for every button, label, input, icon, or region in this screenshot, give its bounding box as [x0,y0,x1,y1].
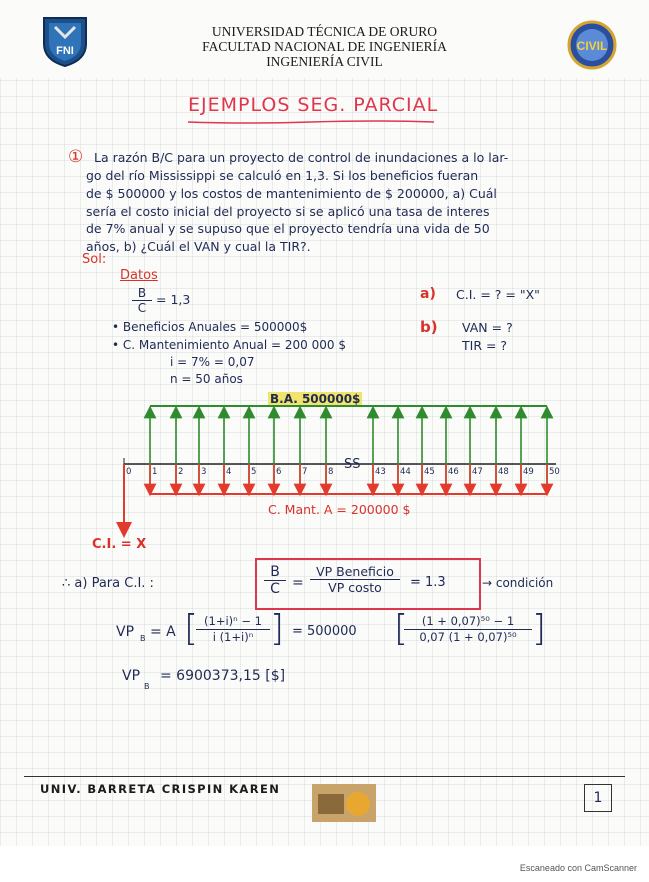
civil-logo [566,20,618,70]
bracket-close-2: ] [532,608,547,649]
bc-fraction [132,286,152,315]
vp-num: VP Beneficio [310,564,400,580]
equals-1: = [292,575,304,591]
tick-8: 8 [328,467,334,477]
vpb-sub: B [140,634,146,643]
cash-flow-diagram [110,402,570,542]
vpb-numeric-factor [404,614,532,644]
tick-0: 0 [126,467,132,477]
bracket-open-1: [ [184,608,199,649]
bc-value: = 1,3 [156,292,191,307]
civil-logo-text: CIVIL [576,39,608,53]
tick-break: SS [344,457,361,472]
tick-46: 46 [448,467,459,477]
page-number: 1 [584,784,612,812]
problem-line-3: de $ 500000 y los costos de mantenimiento de $ 200000, a) Cuál [86,186,497,201]
datos-label: Datos [120,268,158,283]
mant-label: C. Mant. A = 200000 $ [268,502,411,517]
ci-label: C.I. = X [92,537,147,552]
title-underline [186,119,436,125]
header-line-3: INGENIERÍA CIVIL [266,54,383,69]
tick-4: 4 [226,467,232,477]
page-title: EJEMPLOS SEG. PARCIAL [188,94,439,116]
problem-line-2: go del río Mississippi se calculó en 1,3. Si los beneficios fueran [86,168,479,183]
bracket-open-2: [ [394,608,409,649]
part-a-label: a) [420,286,436,302]
vpb-lhs: VP [116,624,135,640]
b-over-c-den: C [270,581,280,597]
tick-5: 5 [251,467,257,477]
part-b-label: b) [420,318,438,336]
author-name: UNIV. BARRETA CRISPIN KAREN [40,782,281,796]
bc-num: B [132,286,152,301]
tick-43: 43 [375,467,386,477]
vpb-frac-den: i (1+i)ⁿ [212,630,254,644]
vpb-num2: (1 + 0,07)⁵⁰ − 1 [404,614,532,630]
b-over-c-num: B [264,564,286,581]
sol-label: Sol: [82,252,107,267]
vpb-result-lhs: VP [122,668,141,684]
vpb-result-sub: B [144,682,150,691]
tick-6: 6 [276,467,282,477]
part-a-text: C.I. = ? = "X" [456,287,540,302]
b-over-c [264,564,286,597]
vpb-mid: = 500000 [292,624,357,639]
vpb-result: = 6900373,15 [$] [160,668,286,684]
tick-48: 48 [498,467,509,477]
vp-den: VP costo [328,580,382,595]
tick-labels [126,457,560,477]
tick-44: 44 [400,467,411,477]
problem-number: ① [68,147,84,167]
tick-45: 45 [424,467,435,477]
vp-fraction [310,564,400,595]
header [0,0,649,78]
tick-1: 1 [152,467,158,477]
condition-value: = 1.3 [410,575,446,590]
tick-50: 50 [549,467,560,477]
vpb-den2: 0,07 (1 + 0,07)⁵⁰ [419,630,517,644]
condicion-label: → condición [482,576,554,590]
beneficios-anuales: • Beneficios Anuales = 500000$ [112,320,308,334]
project-life: n = 50 años [170,372,243,386]
problem-line-1: La razón B/C para un proyecto de control de inundaciones a lo lar- [94,150,509,165]
tick-3: 3 [201,467,207,477]
vpb-frac-num: (1+i)ⁿ − 1 [196,614,270,630]
part-b-tir: TIR = ? [462,338,508,353]
bc-den: C [137,301,147,315]
scanner-watermark: Escaneado con CamScanner [519,863,637,873]
footer-divider [24,776,625,777]
tick-49: 49 [523,467,534,477]
vpb-equals-a: = A [150,624,176,640]
tick-2: 2 [178,467,184,477]
tick-7: 7 [302,467,308,477]
problem-line-4: sería el costo inicial del proyecto si se aplicó una tasa de interes [86,204,490,219]
part-b-van: VAN = ? [462,320,513,335]
problem-line-6: años, b) ¿Cuál el VAN y cual la TIR?. [86,239,311,254]
header-line-2: FACULTAD NACIONAL DE INGENIERÍA [202,39,447,54]
footer-image [312,784,376,822]
therefore-a: ∴ a) Para C.I. : [62,576,154,591]
ba-label: B.A. 500000$ [270,392,361,406]
header-line-1: UNIVERSIDAD TÉCNICA DE ORURO [211,24,438,39]
interest-rate: i = 7% = 0,07 [170,355,255,369]
bracket-close-1: ] [270,608,285,649]
vpb-annuity-factor [196,614,270,644]
problem-line-5: de 7% anual y se supuso que el proyecto tendría una vida de 50 [86,221,490,236]
benefit-arrows [150,412,547,494]
fni-logo-text: FNI [56,45,74,57]
tick-47: 47 [472,467,483,477]
costo-mantenimiento: • C. Mantenimiento Anual = 200 000 $ [112,338,346,352]
